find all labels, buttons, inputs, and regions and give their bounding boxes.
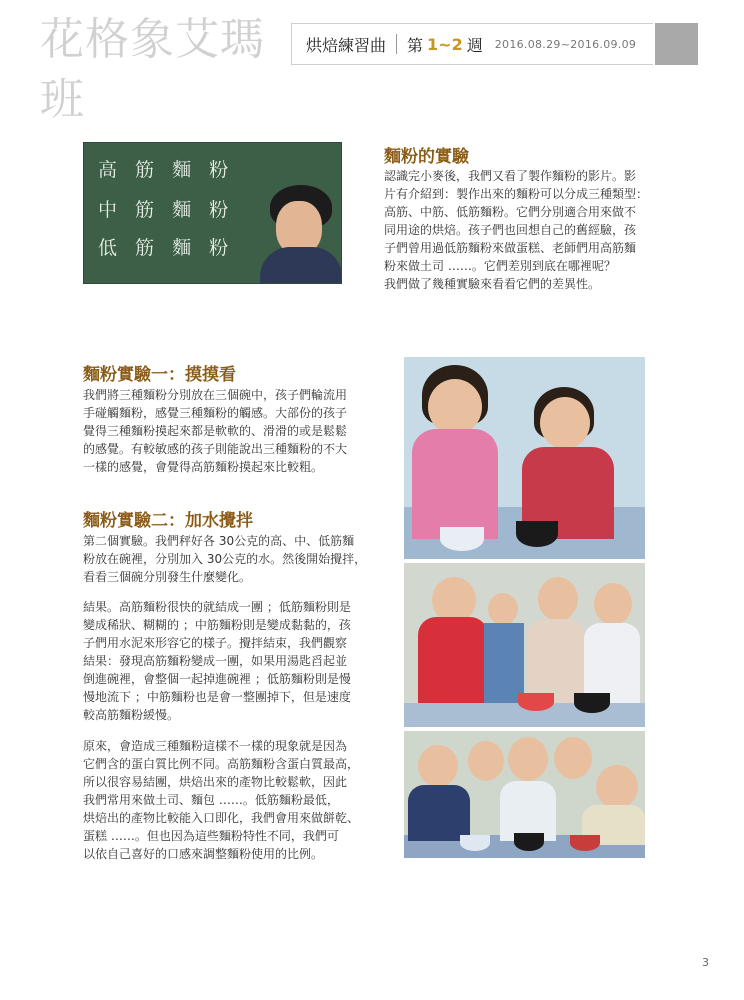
week-prefix: 第	[407, 35, 424, 55]
header-tab-block	[655, 23, 698, 65]
text-line: 粉來做土司 ……。它們差別到底在哪裡呢？	[384, 259, 616, 273]
boy-face	[488, 593, 518, 625]
date-range: 2016.08.29~2016.09.09	[494, 37, 637, 51]
text-line: 烘焙出的產物比較能入口即化，我們會用來做餅乾、	[83, 811, 360, 825]
text-line: 原來，會造成三種麵粉這樣不一樣的現象就是因為	[83, 739, 348, 753]
week-suffix: 週	[466, 35, 483, 55]
teacher-body	[260, 247, 342, 284]
intro-paragraph	[384, 167, 654, 293]
header-divider	[396, 34, 397, 54]
chalk-line-low: 低 筋 麵 粉	[98, 237, 235, 259]
text-line: 子們用水泥來形容它的樣子。攪拌結束，我們觀察	[83, 636, 348, 650]
text-line: 一樣的感覺，會覺得高筋麵粉摸起來比較粗。	[83, 460, 324, 474]
text-line: 看看三個碗分別發生什麼變化。	[83, 570, 252, 584]
header-banner	[291, 23, 653, 65]
black-bowl	[516, 521, 558, 547]
boy-shirt	[484, 623, 524, 703]
girl-face	[428, 379, 482, 435]
text-line: 手碰觸麵粉，感覺三種麵粉的觸感。大部份的孩子	[83, 406, 348, 420]
experiment1-paragraph	[83, 386, 373, 476]
boy-face	[418, 745, 458, 787]
chalkboard-photo	[83, 142, 342, 284]
child-white-shirt	[500, 781, 556, 841]
text-line: 所以很容易結團，烘焙出來的產物比較鬆軟，因此	[83, 775, 348, 789]
text-line: 倒進碗裡，會整個一起掉進碗裡 ；低筋麵粉則是慢	[83, 672, 351, 686]
black-bowl	[574, 693, 610, 713]
red-bowl	[518, 693, 554, 711]
class-name-title: 花格象艾瑪班	[40, 14, 265, 125]
text-line: 慢地流下 ；中筋麵粉也是會一整團掉下，但是速度	[83, 690, 351, 704]
boy-face	[540, 397, 590, 449]
photo-kids-with-bowls	[404, 731, 645, 858]
text-line: 較高筋麵粉緩慢。	[83, 708, 180, 722]
child-face	[508, 737, 548, 781]
child-face	[468, 741, 504, 781]
text-line: 我們將三種麵粉分別放在三個碗中，孩子們輪流用	[83, 388, 348, 402]
text-line: 蛋糕 ……。但也因為這些麵粉特性不同，我們可	[83, 829, 339, 843]
page-number: 3	[702, 956, 709, 969]
text-line: 片有介紹到：製作出來的麵粉可以分成三種類型：	[384, 187, 649, 201]
text-line: 的感覺。有較敏感的孩子則能說出三種麵粉的不大	[83, 442, 348, 456]
white-bowl	[460, 835, 490, 851]
boy-face	[596, 765, 638, 809]
girl-face	[554, 737, 592, 779]
boy-navy-shirt	[408, 785, 470, 841]
unit-title: 烘焙練習曲	[306, 35, 387, 55]
week-range: 1~2	[427, 34, 463, 54]
experiment2-result-paragraph	[83, 598, 373, 724]
text-line: 結果：發現高筋麵粉變成一團，如果用湯匙舀起並	[83, 654, 348, 668]
photo-kids-stirring	[404, 563, 645, 727]
experiment2-explanation-paragraph	[83, 737, 373, 863]
experiment2-setup-paragraph	[83, 532, 373, 586]
text-line: 結果。高筋麵粉很快的就結成一團 ；低筋麵粉則是	[83, 600, 351, 614]
text-line: 變成稀狀、糊糊的 ；中筋麵粉則是變成黏黏的，孩	[83, 618, 351, 632]
girl-dress	[528, 619, 584, 703]
text-line: 我們常用來做土司、麵包 ……。低筋麵粉最低，	[83, 793, 339, 807]
text-line: 以依自己喜好的口感來調整麵粉使用的比例。	[83, 847, 324, 861]
text-line: 同用途的烘焙。孩子們也回想自己的舊經驗，孩	[384, 223, 637, 237]
experiment2-heading: 麵粉實驗二：加水攪拌	[83, 511, 253, 531]
girl-face	[594, 583, 632, 625]
girl-red-shirt	[418, 617, 488, 703]
girl-face	[538, 577, 578, 621]
girl-pink-shirt	[412, 429, 498, 539]
intro-heading: 麵粉的實驗	[384, 147, 469, 167]
chalk-line-medium: 中 筋 麵 粉	[98, 199, 235, 221]
text-line: 高筋、中筋、低筋麵粉。它們分別適合用來做不	[384, 205, 637, 219]
text-line: 覺得三種麵粉摸起來都是軟軟的、滑滑的或是鬆鬆	[83, 424, 348, 438]
text-line: 認識完小麥後，我們又看了製作麵粉的影片。影	[384, 169, 637, 183]
girl-polka-dress	[584, 623, 640, 703]
white-bowl	[440, 527, 484, 551]
text-line: 子們曾用過低筋麵粉來做蛋糕、老師們用高筋麵	[384, 241, 637, 255]
text-line: 第二個實驗。我們秤好各 30公克的高、中、低筋麵	[83, 534, 355, 548]
text-line: 它們含的蛋白質比例不同。高筋麵粉含蛋白質最高，	[83, 757, 360, 771]
text-line: 我們做了幾種實驗來看看它們的差異性。	[384, 277, 601, 291]
chalk-line-high: 高 筋 麵 粉	[98, 159, 235, 181]
red-bowl	[570, 835, 600, 851]
black-bowl	[514, 833, 544, 851]
photo-kids-touching-flour	[404, 357, 645, 559]
text-line: 粉放在碗裡，分別加入 30公克的水。然後開始攪拌，	[83, 552, 367, 566]
experiment1-heading: 麵粉實驗一：摸摸看	[83, 365, 236, 385]
